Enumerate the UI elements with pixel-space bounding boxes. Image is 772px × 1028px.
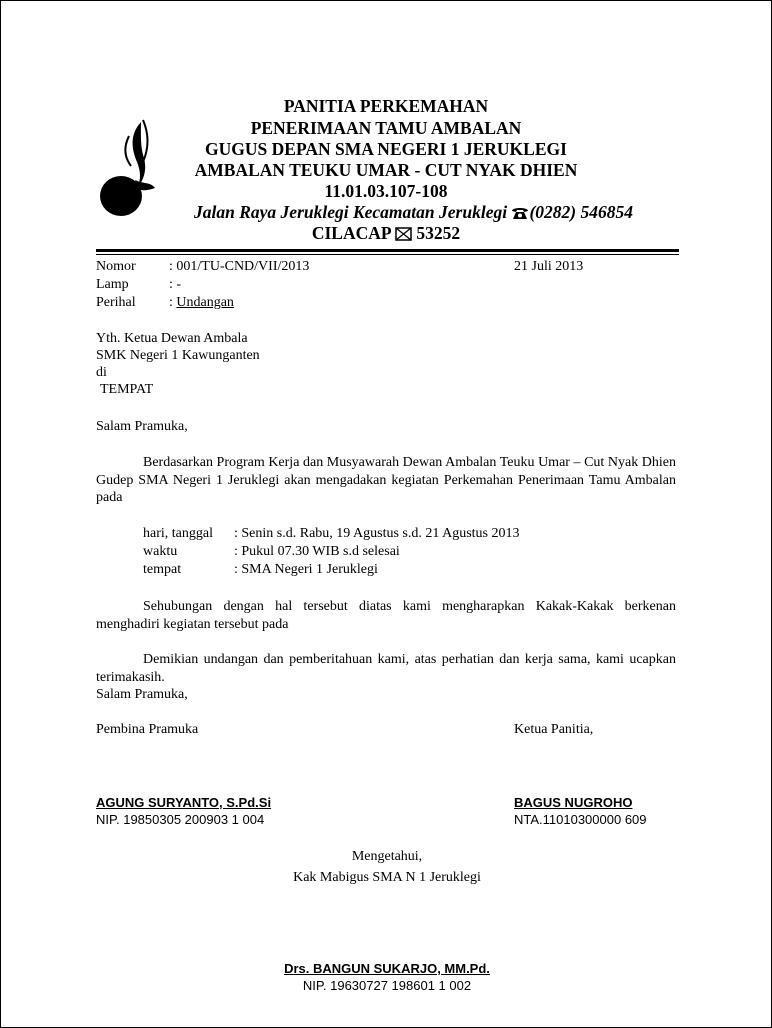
perihal-value: Undangan (176, 295, 234, 310)
header-line-3: GUGUS DEPAN SMA NEGERI 1 JERUKLEGI (205, 139, 567, 159)
phone-number: (0282) 546854 (529, 202, 633, 222)
header-address (141, 201, 686, 223)
bottom-signatory-name-wrap (96, 961, 678, 978)
header-line-4: AMBALAN TEUKU UMAR - CUT NYAK DHIEN (194, 160, 578, 180)
greeting: Salam Pramuka, (96, 419, 188, 434)
envelope-icon (395, 227, 412, 241)
left-signatory-title: Pembina Pramuka (96, 722, 199, 737)
nomor-value: : 001/TU-CND/VII/2013 (169, 259, 310, 274)
address-text: Jalan Raya Jeruklegi Kecamatan Jeruklegi (194, 202, 508, 222)
lamp-value: : - (169, 277, 182, 292)
bottom-signatory-name: Drs. BANGUN SUKARJO, MM.Pd. (284, 961, 490, 976)
closing-greeting: Salam Pramuka, (96, 687, 188, 702)
perihal-row (169, 295, 234, 311)
paragraph-1: Berdasarkan Program Kerja dan Musyawarah Dewan Ambalan Teuku Umar – Cut Nyak Dhien Gudep SMA Negeri 1 Jeruklegi akan mengadakan kegiatan Perkemahan Penerimaan Tamu Ambalan pada (96, 455, 676, 505)
header-rule-thick (96, 249, 679, 252)
approval-line-2: Kak Mabigus SMA N 1 Jeruklegi (293, 870, 481, 885)
approval-line-1: Mengetahui, (351, 849, 423, 864)
city: CILACAP (311, 223, 391, 243)
header-line-2: PENERIMAAN TAMU AMBALAN (250, 118, 522, 138)
paragraph-2: Sehubungan dengan hal tersebut diatas kami mengharapkan Kakak-Kakak berkenan menghadiri kegiatan tersebut pada (96, 599, 676, 632)
perihal-label: Perihal (96, 295, 136, 310)
right-signatory-name: BAGUS NUGROHO (514, 795, 633, 810)
detail-value-time: : Pukul 07.30 WIB s.d selesai (234, 544, 400, 559)
recipient-line-4: TEMPAT (100, 382, 154, 397)
detail-label-time: waktu (143, 544, 178, 559)
detail-value-date: : Senin s.d. Rabu, 19 Agustus s.d. 21 Agustus 2013 (234, 526, 520, 541)
detail-label-place: tempat (143, 562, 182, 577)
header-rule-thin (96, 254, 679, 255)
recipient-line-1: Yth. Ketua Dewan Ambala (96, 331, 248, 346)
detail-label-date: hari, tanggal (143, 526, 213, 541)
letter-date: 21 Juli 2013 (514, 259, 584, 274)
header-line-5: 11.01.03.107-108 (324, 181, 448, 201)
header-city-line (91, 222, 681, 244)
recipient-line-3: di (96, 365, 107, 380)
recipient-line-2: SMK Negeri 1 Kawunganten (96, 348, 260, 363)
postcode: 53252 (416, 223, 461, 243)
left-signatory-id: NIP. 19850305 200903 1 004 (96, 812, 265, 827)
right-signatory-id: NTA.11010300000 609 (514, 812, 647, 827)
header-line-1: PANITIA PERKEMAHAN (283, 96, 489, 116)
bottom-signatory-id: NIP. 19630727 198601 1 002 (302, 978, 472, 993)
lamp-label: Lamp (96, 277, 129, 292)
paragraph-3: Demikian undangan dan pemberitahuan kami, atas perhatian dan kerja sama, kami ucapkan terimakasih. (96, 652, 676, 685)
nomor-label: Nomor (96, 259, 136, 274)
left-signatory-name: AGUNG SURYANTO, S.Pd.Si (96, 795, 272, 810)
telephone-icon (511, 206, 529, 220)
detail-value-place: : SMA Negeri 1 Jeruklegi (234, 562, 378, 577)
right-signatory-title: Ketua Panitia, (514, 722, 594, 737)
perihal-colon: : (169, 295, 177, 310)
